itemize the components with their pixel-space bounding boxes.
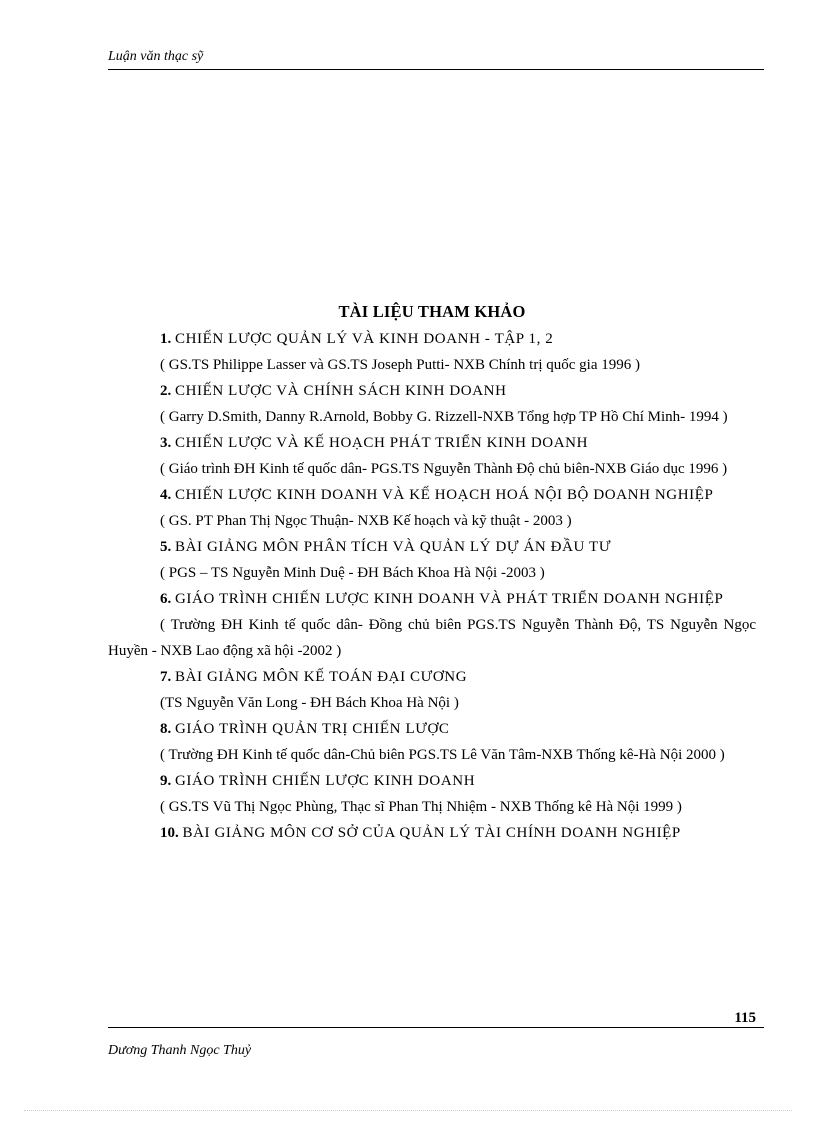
reference-title (108, 586, 756, 612)
page-bottom-rule (24, 1110, 792, 1111)
reference-source: ( Trường ĐH Kinh tế quốc dân- Đồng chủ biên PGS.TS Nguyễn Thành Độ, TS Nguyễn Ngọc Huyền - NXB Lao động xã hội -2002 ) (108, 617, 756, 659)
document-body (108, 298, 756, 846)
reference-source: ( GS.TS Philippe Lasser và GS.TS Joseph Putti- NXB Chính trị quốc gia 1996 ) (160, 357, 640, 373)
reference-title-text: CHIẾN LƯỢC VÀ KẾ HOẠCH PHÁT TRIỂN KINH DOANH (175, 435, 589, 451)
reference-source: ( Trường ĐH Kinh tế quốc dân-Chủ biên PGS.TS Lê Văn Tâm-NXB Thống kê-Hà Nội 2000 ) (160, 747, 725, 763)
reference-source: ( Garry D.Smith, Danny R.Arnold, Bobby G. Rizzell-NXB Tổng hợp TP Hồ Chí Minh- 1994 ) (160, 409, 728, 425)
page-number: 115 (734, 1010, 756, 1026)
reference-title (108, 326, 756, 352)
reference-title-text: GIÁO TRÌNH CHIẾN LƯỢC KINH DOANH VÀ PHÁT TRIỂN DOANH NGHIỆP (175, 591, 724, 607)
reference-title-text: GIÁO TRÌNH CHIẾN LƯỢC KINH DOANH (175, 773, 476, 789)
reference-title (108, 482, 756, 508)
reference-source: ( GS.TS Vũ Thị Ngọc Phùng, Thạc sĩ Phan Thị Nhiệm - NXB Thống kê Hà Nội 1999 ) (160, 799, 682, 815)
reference-title (108, 716, 756, 742)
reference-title (108, 664, 756, 690)
reference-title (108, 378, 756, 404)
reference-number: 4. (160, 487, 172, 503)
reference-number: 10. (160, 825, 179, 841)
reference-source: ( GS. PT Phan Thị Ngọc Thuận- NXB Kế hoạch và kỹ thuật - 2003 ) (160, 513, 572, 529)
reference-title-text: BÀI GIẢNG MÔN CƠ SỞ CỦA QUẢN LÝ TÀI CHÍNH DOANH NGHIỆP (182, 825, 681, 841)
reference-number: 3. (160, 435, 172, 451)
reference-title-text: GIÁO TRÌNH QUẢN TRỊ CHIẾN LƯỢC (175, 721, 450, 737)
reference-title (108, 534, 756, 560)
reference-title-text: BÀI GIẢNG MÔN PHÂN TÍCH VÀ QUẢN LÝ DỰ ÁN ĐẦU TƯ (175, 539, 612, 555)
reference-source: ( Giáo trình ĐH Kinh tế quốc dân- PGS.TS Nguyễn Thành Độ chủ biên-NXB Giáo dục 1996 ) (160, 461, 728, 477)
page-header (108, 47, 764, 70)
reference-number: 5. (160, 539, 172, 555)
reference-number: 1. (160, 331, 172, 347)
reference-title-text: BÀI GIẢNG MÔN KẾ TOÁN ĐẠI CƯƠNG (175, 669, 468, 685)
reference-number: 8. (160, 721, 172, 737)
reference-source: ( PGS – TS Nguyễn Minh Duệ - ĐH Bách Khoa Hà Nội -2003 ) (160, 565, 545, 581)
page-footer (108, 1010, 764, 1058)
references-heading: TÀI LIỆU THAM KHẢO (338, 302, 526, 321)
reference-title-text: CHIẾN LƯỢC KINH DOANH VÀ KẾ HOẠCH HOÁ NỘI BỘ DOANH NGHIỆP (175, 487, 714, 503)
header-title: Luận văn thạc sỹ (108, 49, 204, 64)
reference-title (108, 768, 756, 794)
reference-number: 6. (160, 591, 172, 607)
reference-number: 7. (160, 669, 172, 685)
reference-title (108, 430, 756, 456)
reference-number: 2. (160, 383, 172, 399)
reference-number: 9. (160, 773, 172, 789)
reference-title-text: CHIẾN LƯỢC VÀ CHÍNH SÁCH KINH DOANH (175, 383, 507, 399)
reference-source: (TS Nguyễn Văn Long - ĐH Bách Khoa Hà Nội ) (160, 695, 459, 711)
reference-title (108, 820, 756, 846)
reference-title-text: CHIẾN LƯỢC QUẢN LÝ VÀ KINH DOANH - TẬP 1, 2 (175, 331, 554, 347)
footer-author: Dương Thanh Ngọc Thuỷ (108, 1043, 252, 1058)
